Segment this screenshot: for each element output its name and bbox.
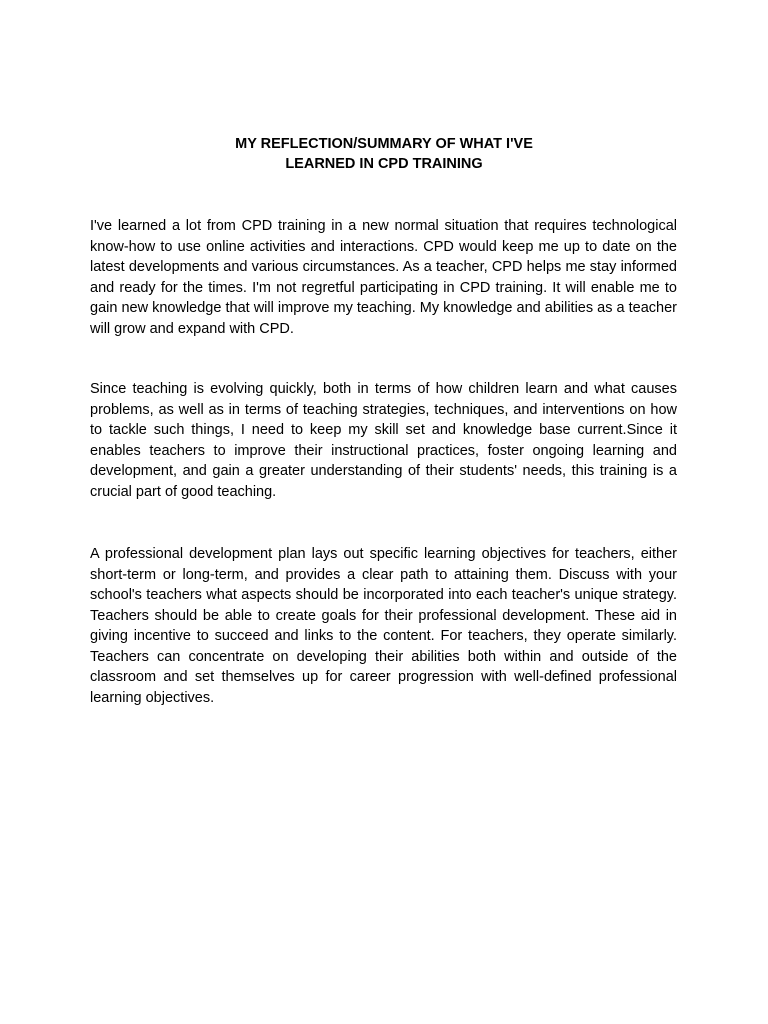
paragraph-1: I've learned a lot from CPD training in a new normal situation that requires technological know-how to use online activities and interactions. CPD would keep me up to date on the latest developments and various circumstances. As a teacher, CPD helps me stay informed and ready for the times. I'm not regretful participating in CPD training. It will enable me to gain new knowledge that will improve my teaching. My knowledge and abilities as a teacher will grow and expand with CPD. [90, 218, 677, 337]
paragraph-3: A professional development plan lays out specific learning objectives for teachers, either short-term or long-term, and provides a clear path to attaining them. Discuss with your school's teachers what aspects should be incorporated into each teacher's unique strategy. Teachers should be able to create goals for their professional development. These aid in giving incentive to succeed and links to the content. For teachers, they operate similarly. Teachers can concentrate on developing their abilities both within and outside of the classroom and set themselves up for career progression with well-defined professional learning objectives. [90, 546, 677, 706]
title-line-1: MY REFLECTION/SUMMARY OF WHAT I'VE [235, 136, 533, 152]
title-line-2: LEARNED IN CPD TRAINING [285, 156, 483, 172]
paragraph-2: Since teaching is evolving quickly, both in terms of how children learn and what causes problems, as well as in terms of teaching strategies, techniques, and interventions on how to tackle such things, I need to keep my skill set and knowledge base current.Since it enables teachers to improve their instructional practices, foster ongoing learning and development, and gain a greater understanding of their students' needs, this training is a crucial part of good teaching. [90, 381, 677, 500]
document-title [0, 134, 768, 174]
